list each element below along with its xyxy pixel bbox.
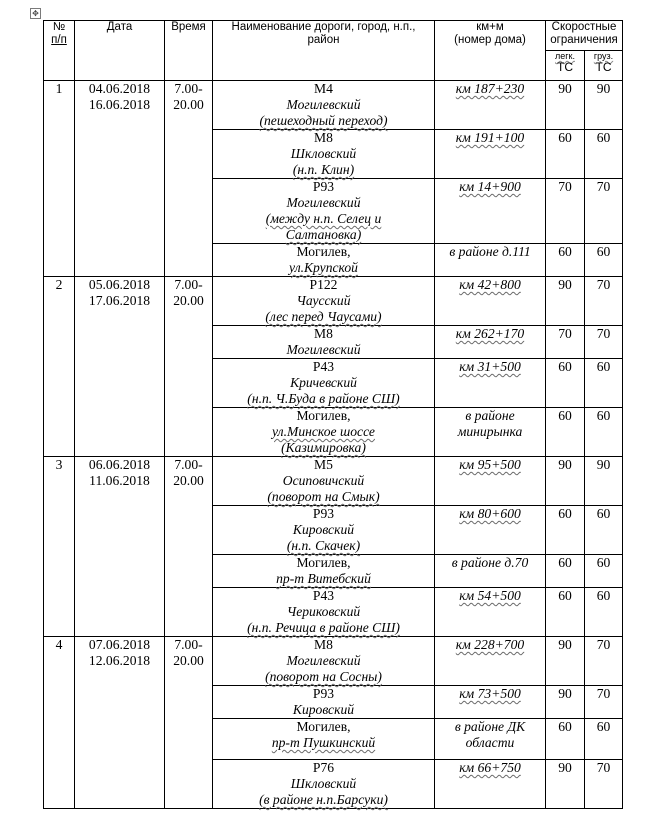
road-description: (поворот на Сосны) bbox=[265, 669, 382, 684]
table-row bbox=[44, 277, 623, 326]
date-value: 11.06.2018 bbox=[89, 473, 150, 488]
road-description: Чериковский bbox=[286, 604, 361, 619]
km-value: км 187+230 bbox=[455, 81, 525, 96]
road-description: (н.п. Клин) bbox=[292, 162, 355, 177]
road-name: М8 bbox=[314, 130, 333, 145]
speed-light: 60 bbox=[546, 506, 585, 555]
table-body bbox=[44, 81, 623, 809]
road-name: Р76 bbox=[312, 760, 335, 775]
date-value: 17.06.2018 bbox=[88, 293, 151, 308]
km-value: км 80+600 bbox=[459, 506, 521, 521]
road-name: М8 bbox=[314, 637, 333, 652]
table-move-handle-icon[interactable]: ✥ bbox=[30, 8, 41, 19]
header-date: Дата bbox=[75, 21, 165, 81]
speed-light: 90 bbox=[546, 686, 585, 719]
group-number: 3 bbox=[44, 457, 75, 637]
road-cell bbox=[213, 81, 435, 130]
road-name: Р93 bbox=[312, 506, 335, 521]
road-cell bbox=[213, 130, 435, 179]
date-value: 07.06.2018 bbox=[88, 637, 151, 652]
speed-truck: 70 bbox=[585, 326, 623, 359]
date-value: 04.06.2018 bbox=[88, 81, 151, 96]
km-location bbox=[435, 686, 546, 719]
road-cell bbox=[213, 760, 435, 809]
road-description: (между н.п. Селец и bbox=[265, 211, 382, 226]
header-speed: Скоростные ограничения bbox=[546, 21, 623, 51]
group-time bbox=[165, 277, 213, 457]
group-number: 4 bbox=[44, 637, 75, 809]
group-number: 2 bbox=[44, 277, 75, 457]
time-value: 20.00 bbox=[173, 97, 204, 112]
km-value: в районе ДК области bbox=[454, 719, 526, 750]
speed-truck: 70 bbox=[585, 179, 623, 244]
road-description: Шкловский bbox=[290, 776, 357, 791]
table-row bbox=[44, 457, 623, 506]
road-name: Р122 bbox=[309, 277, 338, 292]
date-value: 06.06.2018 bbox=[88, 457, 151, 472]
km-value: км 31+500 bbox=[459, 359, 521, 374]
road-description: Салтановка) bbox=[285, 227, 362, 242]
speed-truck: 60 bbox=[585, 588, 623, 637]
road-name: Могилев, bbox=[296, 719, 351, 734]
km-value: км 14+900 bbox=[459, 179, 521, 194]
road-description: пр-т Пушкинский bbox=[271, 735, 376, 750]
road-cell bbox=[213, 637, 435, 686]
road-description: Осиповичский bbox=[282, 473, 365, 488]
time-value: 7.00- bbox=[174, 457, 203, 472]
road-description: Кировский bbox=[292, 522, 355, 537]
speed-truck: 60 bbox=[585, 359, 623, 408]
table-header bbox=[44, 21, 623, 81]
km-value: км 262+170 bbox=[455, 326, 525, 341]
km-location bbox=[435, 719, 546, 760]
road-cell bbox=[213, 359, 435, 408]
km-value: в районе д.111 bbox=[449, 244, 531, 259]
speed-light: 90 bbox=[546, 457, 585, 506]
km-value: км 191+100 bbox=[455, 130, 525, 145]
speed-truck: 90 bbox=[585, 81, 623, 130]
km-location bbox=[435, 760, 546, 809]
road-cell bbox=[213, 244, 435, 277]
time-value: 7.00- bbox=[174, 277, 203, 292]
km-location bbox=[435, 326, 546, 359]
road-description: (пешеходный переход) bbox=[259, 113, 388, 128]
group-time bbox=[165, 457, 213, 637]
speed-light: 60 bbox=[546, 588, 585, 637]
road-description: Кричевский bbox=[290, 375, 357, 390]
header-light: легк. ТС bbox=[546, 51, 585, 81]
time-value: 20.00 bbox=[173, 653, 204, 668]
road-description: Кировский bbox=[292, 702, 355, 717]
time-value: 20.00 bbox=[173, 293, 204, 308]
road-cell bbox=[213, 326, 435, 359]
road-description: Могилевский bbox=[286, 195, 361, 210]
km-value: км 228+700 bbox=[455, 637, 525, 652]
speed-truck: 60 bbox=[585, 506, 623, 555]
road-description: (н.п. Ч.Буда в районе СШ) bbox=[247, 391, 400, 406]
road-cell bbox=[213, 179, 435, 244]
group-time bbox=[165, 81, 213, 277]
date-value: 05.06.2018 bbox=[88, 277, 151, 292]
road-cell bbox=[213, 555, 435, 588]
road-name: М4 bbox=[314, 81, 333, 96]
road-cell bbox=[213, 719, 435, 760]
road-description: (Казимировка) bbox=[281, 440, 366, 455]
table-row bbox=[44, 637, 623, 686]
table-row bbox=[44, 81, 623, 130]
road-description: (н.п. Скачек) bbox=[286, 538, 361, 553]
km-location bbox=[435, 555, 546, 588]
road-description: (н.п. Речица в районе СШ) bbox=[247, 620, 400, 635]
speed-light: 90 bbox=[546, 81, 585, 130]
road-description: (в районе н.п.Барсуки) bbox=[259, 792, 388, 807]
header-time: Время bbox=[165, 21, 213, 81]
speed-truck: 60 bbox=[585, 555, 623, 588]
speed-truck: 60 bbox=[585, 244, 623, 277]
road-name: Могилев, bbox=[296, 555, 351, 570]
header-km: км+м (номер дома) bbox=[435, 21, 546, 81]
road-cell bbox=[213, 588, 435, 637]
speed-light: 60 bbox=[546, 130, 585, 179]
speed-truck: 60 bbox=[585, 408, 623, 457]
km-location bbox=[435, 637, 546, 686]
road-description: ул.Минское шоссе bbox=[272, 424, 375, 439]
time-value: 20.00 bbox=[173, 473, 204, 488]
road-description: Могилевский bbox=[286, 653, 361, 668]
speed-light: 60 bbox=[546, 359, 585, 408]
road-cell bbox=[213, 457, 435, 506]
time-value: 7.00- bbox=[174, 81, 203, 96]
group-dates bbox=[75, 637, 165, 809]
km-value: км 73+500 bbox=[459, 686, 521, 701]
speed-light: 60 bbox=[546, 408, 585, 457]
speed-truck: 60 bbox=[585, 719, 623, 760]
km-location bbox=[435, 359, 546, 408]
speed-control-table bbox=[43, 20, 623, 809]
road-name: Могилев, bbox=[296, 408, 351, 423]
km-value: км 66+750 bbox=[459, 760, 521, 775]
km-value: км 54+500 bbox=[459, 588, 521, 603]
group-dates bbox=[75, 81, 165, 277]
speed-light: 70 bbox=[546, 326, 585, 359]
road-description: (поворот на Смык) bbox=[267, 489, 380, 504]
date-value: 16.06.2018 bbox=[88, 97, 151, 112]
km-value: в районе минирынка bbox=[457, 408, 523, 439]
group-dates bbox=[75, 277, 165, 457]
speed-truck: 70 bbox=[585, 637, 623, 686]
road-description: Чаусский bbox=[296, 293, 351, 308]
road-name: Могилев, bbox=[296, 244, 351, 259]
group-time bbox=[165, 637, 213, 809]
header-num: № п/п bbox=[44, 21, 75, 81]
road-name: Р43 bbox=[312, 588, 335, 603]
road-name: М5 bbox=[314, 457, 333, 472]
speed-truck: 70 bbox=[585, 686, 623, 719]
km-value: км 42+800 bbox=[459, 277, 521, 292]
km-location bbox=[435, 130, 546, 179]
road-description: (лес перед Чаусами) bbox=[265, 309, 382, 324]
road-description: пр-т Витебский bbox=[276, 571, 371, 586]
road-cell bbox=[213, 506, 435, 555]
speed-light: 90 bbox=[546, 277, 585, 326]
speed-truck: 90 bbox=[585, 457, 623, 506]
road-description: Шкловский bbox=[290, 146, 357, 161]
km-value: км 95+500 bbox=[459, 457, 521, 472]
km-value: в районе д.70 bbox=[451, 555, 529, 570]
group-dates bbox=[75, 457, 165, 637]
km-location bbox=[435, 179, 546, 244]
road-description: Могилевский bbox=[286, 97, 361, 112]
road-cell bbox=[213, 408, 435, 457]
km-location bbox=[435, 277, 546, 326]
speed-light: 60 bbox=[546, 719, 585, 760]
speed-light: 90 bbox=[546, 637, 585, 686]
time-value: 7.00- bbox=[174, 637, 203, 652]
road-name: М8 bbox=[314, 326, 333, 341]
km-location bbox=[435, 457, 546, 506]
header-truck: груз. ТС bbox=[585, 51, 623, 81]
road-name: Р93 bbox=[312, 179, 335, 194]
road-name: Р93 bbox=[312, 686, 335, 701]
speed-light: 70 bbox=[546, 179, 585, 244]
road-description: Могилевский bbox=[286, 342, 361, 357]
speed-light: 60 bbox=[546, 244, 585, 277]
km-location bbox=[435, 244, 546, 277]
km-location bbox=[435, 506, 546, 555]
date-value: 12.06.2018 bbox=[88, 653, 151, 668]
road-name: Р43 bbox=[312, 359, 335, 374]
road-cell bbox=[213, 277, 435, 326]
km-location bbox=[435, 81, 546, 130]
km-location bbox=[435, 408, 546, 457]
km-location bbox=[435, 588, 546, 637]
header-road: Наименование дороги, город, н.п., район bbox=[213, 21, 435, 81]
speed-truck: 70 bbox=[585, 277, 623, 326]
group-number: 1 bbox=[44, 81, 75, 277]
road-cell bbox=[213, 686, 435, 719]
road-description: ул.Крупской bbox=[289, 260, 358, 275]
speed-light: 90 bbox=[546, 760, 585, 809]
speed-light: 60 bbox=[546, 555, 585, 588]
speed-truck: 70 bbox=[585, 760, 623, 809]
speed-truck: 60 bbox=[585, 130, 623, 179]
